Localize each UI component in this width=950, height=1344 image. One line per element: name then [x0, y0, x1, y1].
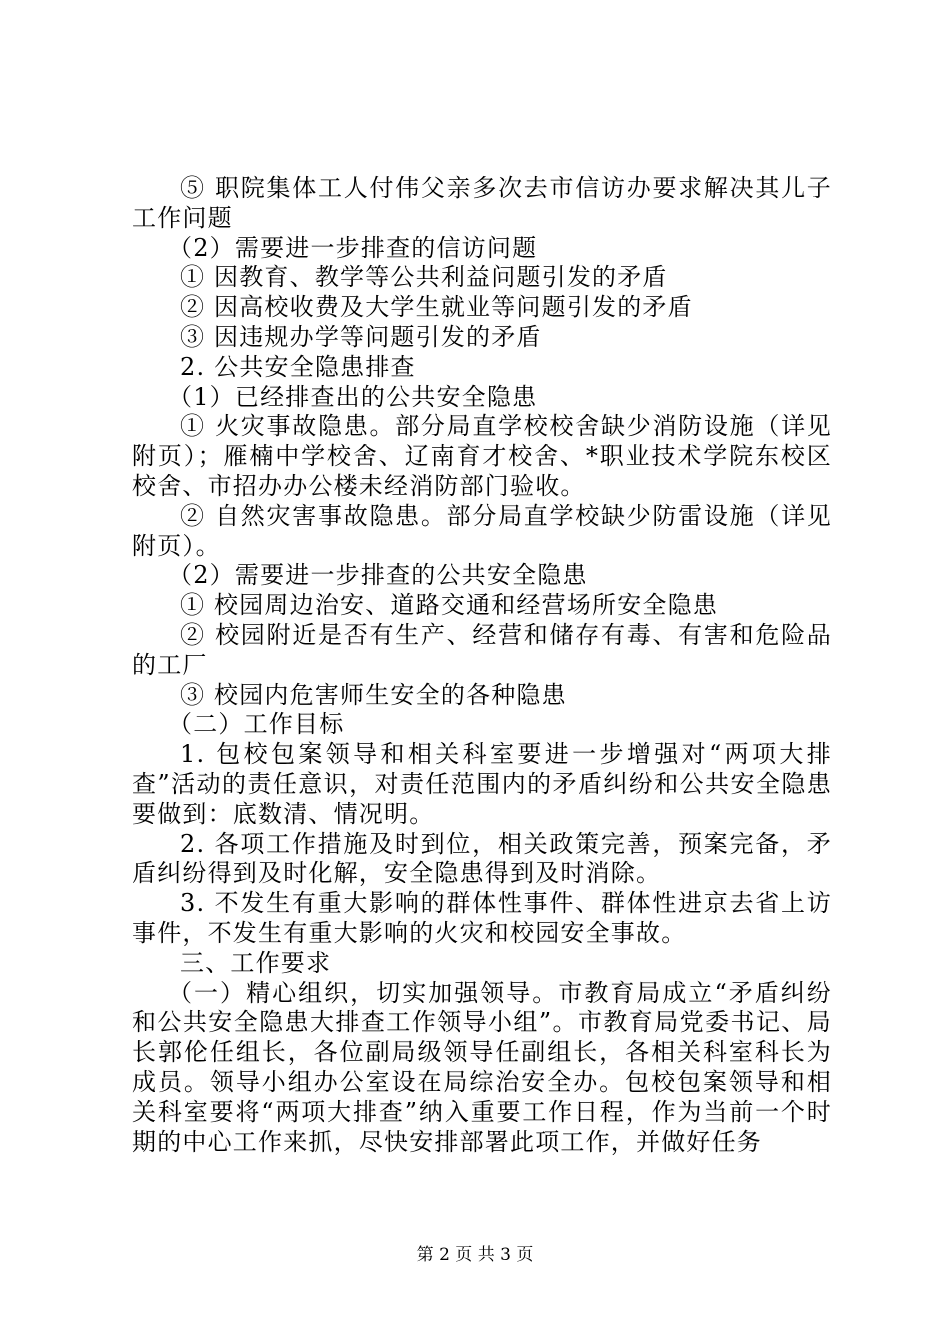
- list-item: ③ 校园内危害师生安全的各种隐患: [180, 680, 567, 709]
- list-item: ① 因教育、教学等公共利益问题引发的矛盾: [180, 263, 668, 292]
- list-item: ② 因高校收费及大学生就业等问题引发的矛盾: [180, 293, 693, 322]
- goal-item: 1. 包校包案领导和相关科室要进一步增强对“两项大排查”活动的责任意识，对责任范围内的矛盾纠纷和公共安全隐患要做到：底数清、情况明。: [132, 740, 832, 828]
- list-item: ② 校园附近是否有生产、经营和储存有毒、有害和危险品的工厂: [132, 620, 832, 679]
- list-item: ② 自然灾害事故隐患。部分局直学校缺少防雷设施（详见附页）。: [132, 501, 832, 560]
- list-item: ① 火灾事故隐患。部分局直学校校舍缺少消防设施（详见附页）；雁楠中学校舍、辽南育才校舍、*职业技术学院东校区校舍、市招办办公楼未经消防部门验收。: [132, 412, 832, 500]
- page-number-label: 第 2 页 共 3 页: [416, 1245, 534, 1265]
- goal-item: 3. 不发生有重大影响的群体性事件、群体性进京去省上访事件，不发生有重大影响的火灾和校园安全事故。: [132, 889, 832, 947]
- page-footer: [0, 1244, 950, 1266]
- section-heading-work-requirements: 三、工作要求: [180, 948, 332, 977]
- section-heading-work-goals: （二）工作目标: [168, 710, 345, 739]
- list-item: ③ 因违规办学等问题引发的矛盾: [180, 322, 542, 351]
- section-heading-public-safety: 2. 公共安全隐患排查: [180, 352, 416, 381]
- paragraph-item-5: ⑤ 职院集体工人付伟父亲多次去市信访办要求解决其儿子工作问题: [132, 174, 832, 232]
- goal-item: 2. 各项工作措施及时到位，相关政策完善，预案完备，矛盾纠纷得到及时化解，安全隐患得到及时消除。: [132, 829, 832, 888]
- document-body: [132, 174, 832, 1157]
- section-heading-identified-hazards: （1）已经排查出的公共安全隐患: [168, 382, 538, 411]
- section-heading-pending-hazards: （2）需要进一步排查的公共安全隐患: [168, 561, 588, 590]
- section-heading-petition-pending: （2）需要进一步排查的信访问题: [168, 233, 538, 262]
- requirement-paragraph: （一）精心组织，切实加强领导。市教育局成立“矛盾纠纷和公共安全隐患大排查工作领导小组”。市教育局党委书记、局长郭伦任组长，各位副局级领导任副组长，各相关科室科长为成员。领导小组办公室设在局综治安全办。包校包案领导和相关科室要将“两项大排查”纳入重要工作日程，作为当前一个时期的中心工作来抓，尽快安排部署此项工作，并做好任务: [132, 978, 832, 1156]
- list-item: ① 校园周边治安、道路交通和经营场所安全隐患: [180, 591, 719, 620]
